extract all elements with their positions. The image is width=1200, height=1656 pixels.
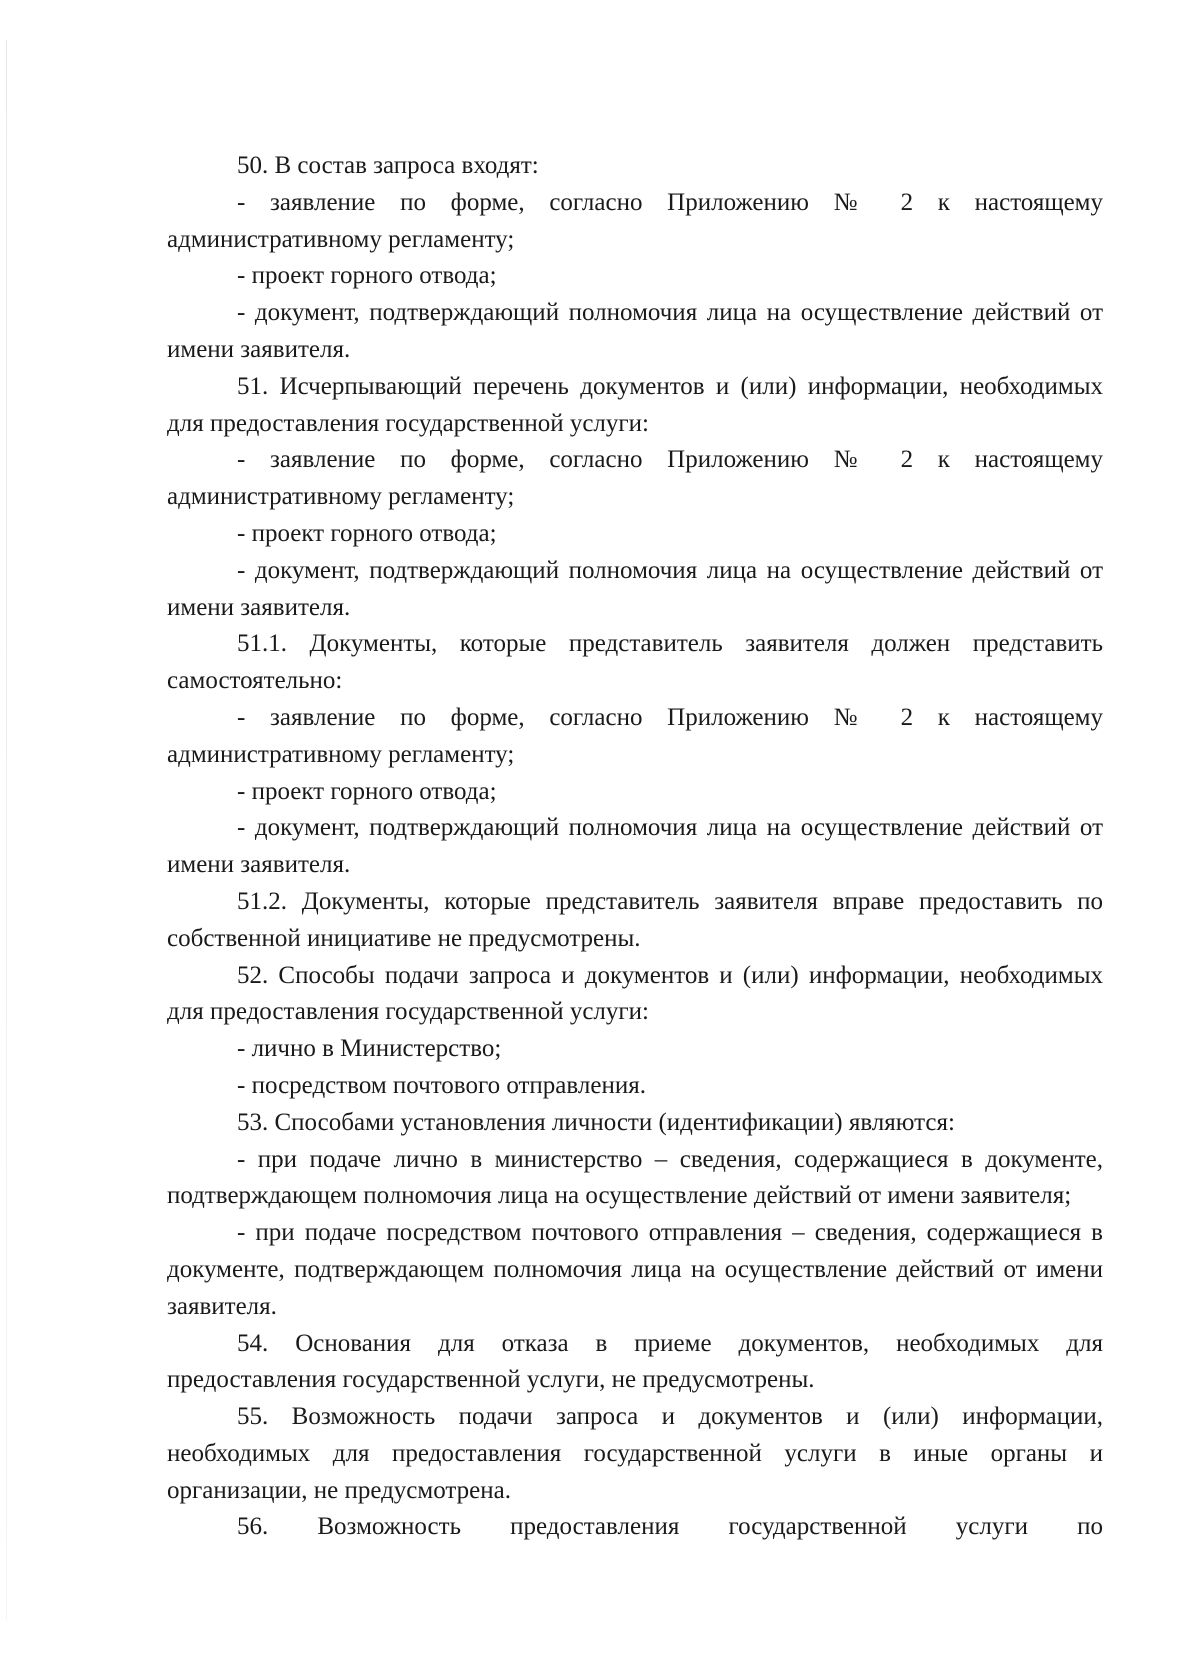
paragraph-51-1-item-1: - заявление по форме, согласно Приложению № 2 к настоящему административному регламенту;	[167, 703, 1103, 768]
paragraph-55: 55. Возможность подачи запроса и документов и (или) информации, необходимых для предоставления государственной услуги в иные органы и организации, не предусмотрена.	[167, 1403, 1103, 1504]
paragraph-54: 54. Основания для отказа в приеме документов, необходимых для предоставления государственной услуги, не предусмотрены.	[167, 1329, 1103, 1394]
paragraph-50: 50. В состав запроса входят:	[237, 152, 539, 179]
paragraph-53-item-1: - при подаче лично в министерство – сведения, содержащиеся в документе, подтверждающем полномочия лица на осуществление действий от имени заявителя;	[167, 1145, 1103, 1210]
paragraph-50-item-2: - проект горного отвода;	[237, 262, 497, 290]
paragraph-53-item-2: - при подаче посредством почтового отправления – сведения, содержащиеся в документе, подтверждающем полномочия лица на осуществление действий от имени заявителя.	[167, 1219, 1103, 1320]
paragraph-52-item-2: - посредством почтового отправления.	[237, 1071, 646, 1099]
paragraph-51-item-1: - заявление по форме, согласно Приложению № 2 к настоящему административному регламенту;	[167, 446, 1103, 511]
paragraph-51-1-item-3: - документ, подтверждающий полномочия лица на осуществление действий от имени заявителя.	[167, 814, 1103, 879]
paragraph-51-2: 51.2. Документы, которые представитель заявителя вправе предоставить по собственной инициативе не предусмотрены.	[167, 887, 1103, 952]
scan-edge	[6, 40, 7, 1620]
paragraph-51-item-3: - документ, подтверждающий полномочия лица на осуществление действий от имени заявителя.	[167, 556, 1103, 621]
paragraph-51-item-2: - проект горного отвода;	[237, 519, 497, 547]
paragraph-50-item-1: - заявление по форме, согласно Приложению № 2 к настоящему административному регламенту;	[167, 188, 1103, 253]
paragraph-52: 52. Способы подачи запроса и документов и (или) информации, необходимых для предоставления государственной услуги:	[167, 961, 1103, 1026]
paragraph-52-item-1: - лично в Министерство;	[237, 1035, 502, 1063]
paragraph-50-item-3: - документ, подтверждающий полномочия лица на осуществление действий от имени заявителя.	[167, 299, 1103, 363]
paragraph-51-1: 51.1. Документы, которые представитель заявителя должен представить самостоятельно:	[167, 630, 1103, 695]
paragraph-51: 51. Исчерпывающий перечень документов и (или) информации, необходимых для предоставления государственной услуги:	[167, 372, 1103, 437]
document-page	[167, 148, 1103, 1546]
paragraph-56: 56. Возможность предоставления государственной услуги по	[237, 1513, 1103, 1541]
paragraph-53: 53. Способами установления личности (идентификации) являются:	[237, 1108, 955, 1136]
paragraph-51-1-item-2: - проект горного отвода;	[237, 777, 497, 805]
